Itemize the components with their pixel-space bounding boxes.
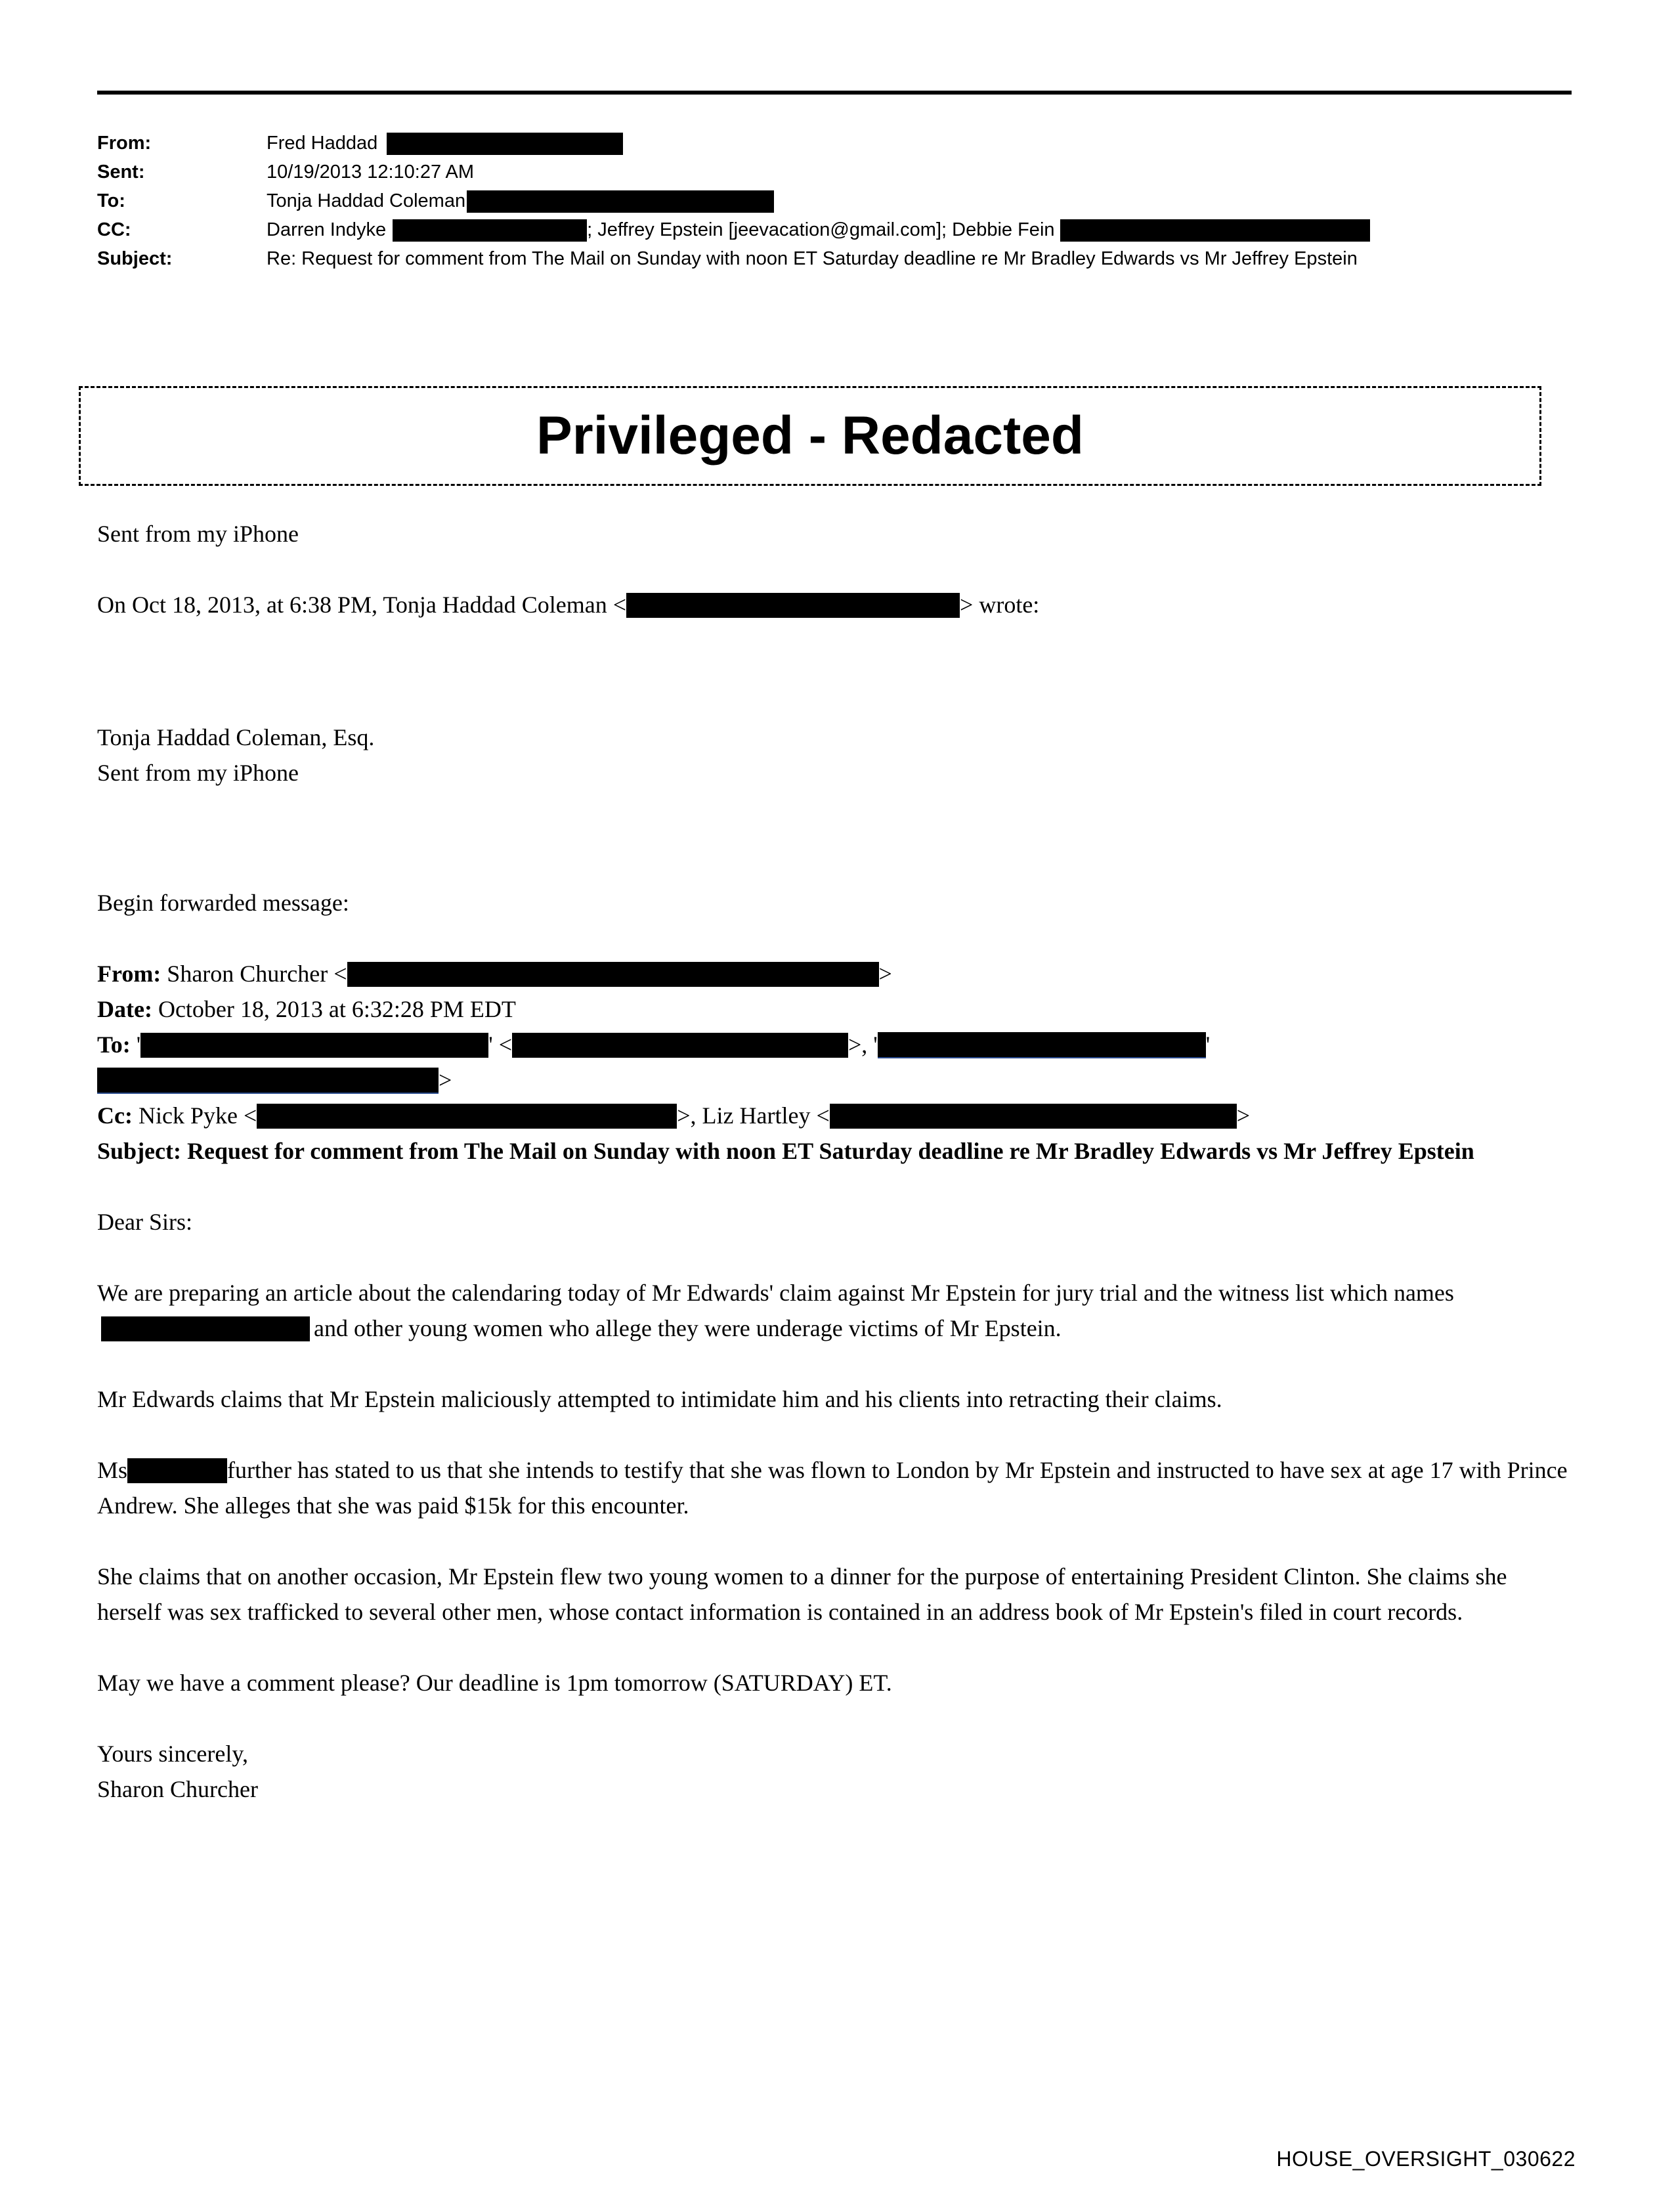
subject-label: Subject: xyxy=(97,248,173,269)
closing-name: Sharon Churcher xyxy=(97,1776,258,1802)
redaction-bar xyxy=(101,1316,310,1341)
header-row-to xyxy=(97,186,1581,215)
forwarded-subject-value: Request for comment from The Mail on Sunday with noon ET Saturday deadline re Mr Bradley Edwards vs Mr Jeffrey Epstein xyxy=(187,1138,1474,1164)
banner-text: Privileged - Redacted xyxy=(536,406,1084,466)
header-row-subject xyxy=(97,244,1581,273)
paragraph-3-text-b: further has stated to us that she intends to testify that she was flown to London by Mr Epstein and instructed to have sex at age 17 with Prince Andrew. She alleges that she was paid $15k for this encounter. xyxy=(97,1457,1568,1519)
paragraph-1-text-a: We are preparing an article about the calendaring today of Mr Edwards' claim against Mr Epstein for jury trial and the witness list which names xyxy=(97,1280,1454,1306)
salutation: Dear Sirs: xyxy=(97,1209,192,1235)
forwarded-subject-label: Subject: xyxy=(97,1138,181,1164)
privileged-redacted-banner xyxy=(79,386,1541,486)
quote-close-1: ' < xyxy=(488,1031,512,1058)
header-row-from xyxy=(97,129,1581,158)
on-date-suffix: > wrote: xyxy=(960,592,1040,618)
paragraph-4: She claims that on another occasion, Mr Epstein flew two young women to a dinner for the purpose of entertaining President Clinton. She claims she herself was sex trafficked to several other men, whose contact information is contained in an address book of Mr Epstein's filed in court records. xyxy=(97,1563,1507,1625)
redaction-bar xyxy=(467,190,774,213)
redaction-bar xyxy=(127,1458,227,1483)
redaction-bar xyxy=(512,1033,848,1058)
redaction-bar xyxy=(626,593,960,618)
quoted-on-date-line xyxy=(97,587,1572,622)
redaction-bar xyxy=(97,1068,439,1094)
header-row-cc xyxy=(97,215,1581,244)
redaction-bar xyxy=(387,133,623,155)
redaction-bar xyxy=(140,1033,488,1058)
forwarded-cc-label: Cc: xyxy=(97,1102,133,1129)
email-header xyxy=(97,129,1581,273)
quote-open: ' xyxy=(136,1031,141,1058)
begin-forwarded-message: Begin forwarded message: xyxy=(97,890,349,916)
forwarded-from-label: From: xyxy=(97,961,161,987)
to-label: To: xyxy=(97,190,125,211)
forwarded-date-value: October 18, 2013 at 6:32:28 PM EDT xyxy=(158,996,516,1022)
header-row-sent xyxy=(97,158,1581,186)
closing: Yours sincerely, xyxy=(97,1741,248,1767)
from-label: From: xyxy=(97,133,152,154)
forwarded-cc-close: > xyxy=(1236,1102,1251,1129)
paragraph-1-text-b: and other young women who allege they were underage victims of Mr Epstein. xyxy=(314,1315,1062,1341)
redaction-bar xyxy=(878,1032,1206,1058)
from-value: Fred Haddad xyxy=(267,133,378,154)
cc-value-part1: Darren Indyke xyxy=(267,219,387,240)
redaction-bar xyxy=(830,1104,1237,1129)
paragraph-5: May we have a comment please? Our deadline is 1pm tomorrow (SATURDAY) ET. xyxy=(97,1670,892,1696)
subject-value: Re: Request for comment from The Mail on Sunday with noon ET Saturday deadline re Mr Bradley Edwards vs Mr Jeffrey Epstein xyxy=(267,248,1358,269)
bates-number: HOUSE_OVERSIGHT_030622 xyxy=(1276,2147,1576,2171)
forwarded-cc-mid: >, Liz Hartley < xyxy=(677,1102,830,1129)
sent-label: Sent: xyxy=(97,162,145,183)
redaction-bar xyxy=(1060,219,1370,242)
signature-name: Tonja Haddad Coleman, Esq. xyxy=(97,724,375,750)
quote-sep: >, ' xyxy=(848,1031,878,1058)
paragraph-3-text-a: Ms xyxy=(97,1457,128,1483)
email-body xyxy=(97,516,1572,1807)
sent-from-iphone-1: Sent from my iPhone xyxy=(97,521,299,547)
forwarded-cc-line xyxy=(97,1098,1572,1133)
sent-value: 10/19/2013 12:10:27 AM xyxy=(267,162,475,183)
paragraph-1 xyxy=(97,1275,1572,1346)
forwarded-to-line-continued xyxy=(97,1062,1572,1098)
redaction-bar xyxy=(347,962,879,987)
forwarded-from-close: > xyxy=(878,961,892,987)
forwarded-to-label: To: xyxy=(97,1031,131,1058)
cc-value-part2: ; Jeffrey Epstein [jeevacation@gmail.com]; Debbie Fein xyxy=(587,219,1055,240)
forwarded-from-value: Sharon Churcher < xyxy=(167,961,347,987)
cc-label: CC: xyxy=(97,219,131,240)
forwarded-cc-name1: Nick Pyke < xyxy=(138,1102,257,1129)
redaction-bar xyxy=(393,219,587,242)
to-value: Tonja Haddad Coleman xyxy=(267,190,466,211)
forwarded-from-line xyxy=(97,956,1572,991)
header-rule xyxy=(97,91,1572,95)
redaction-bar xyxy=(257,1104,677,1129)
forwarded-to-line xyxy=(97,1027,1572,1062)
quote-close-2: ' xyxy=(1205,1031,1211,1058)
paragraph-2: Mr Edwards claims that Mr Epstein maliciously attempted to intimidate him and his clients into retracting their claims. xyxy=(97,1386,1222,1412)
sent-from-iphone-2: Sent from my iPhone xyxy=(97,760,299,786)
forwarded-date-label: Date: xyxy=(97,996,152,1022)
quote-close-3: > xyxy=(439,1067,452,1093)
on-date-prefix: On Oct 18, 2013, at 6:38 PM, Tonja Haddad Coleman < xyxy=(97,592,627,618)
forwarded-subject-line xyxy=(97,1133,1572,1169)
forwarded-date-line xyxy=(97,991,1572,1027)
paragraph-3 xyxy=(97,1452,1572,1523)
